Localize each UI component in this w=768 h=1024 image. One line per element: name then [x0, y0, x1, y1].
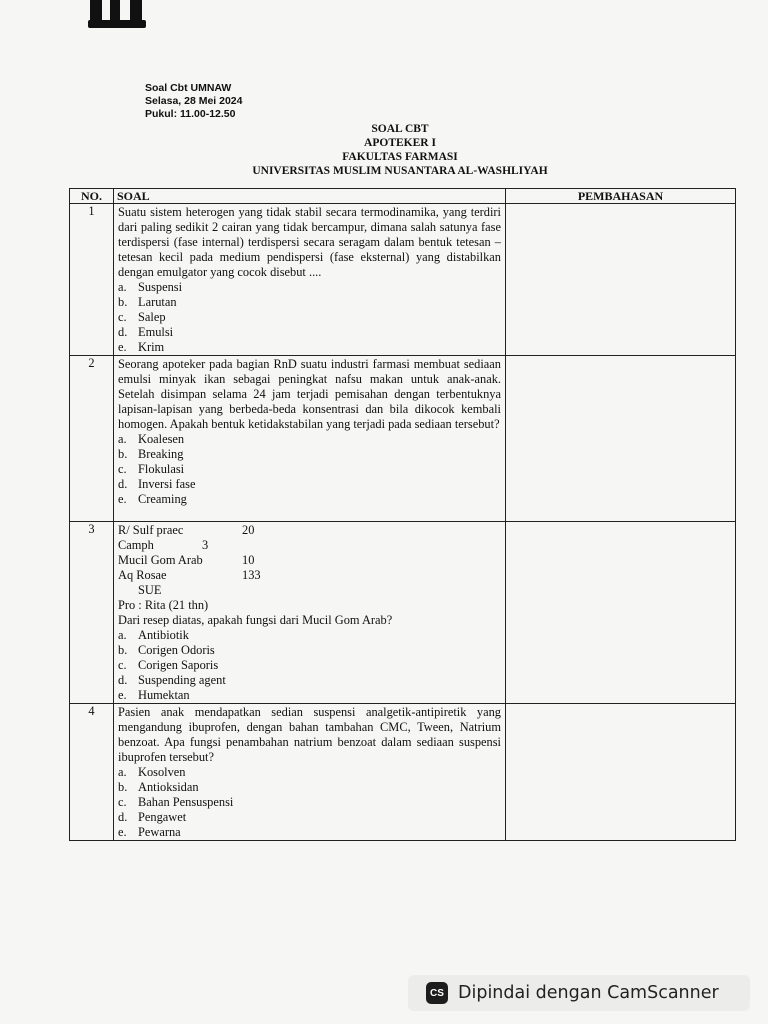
option-item: e. Krim [118, 340, 165, 354]
binder-clip [88, 0, 146, 28]
recipe-line: Camph 3 [118, 538, 209, 552]
pembahasan-cell [506, 204, 736, 356]
camscanner-watermark [408, 975, 750, 1011]
title-line-2: APOTEKER I [364, 137, 436, 149]
pembahasan-cell [506, 356, 736, 522]
recipe-line: R/ Sulf praec 20 [118, 523, 255, 537]
option-item: e. Humektan [118, 688, 190, 702]
table-row [70, 204, 736, 356]
header-pembahasan: PEMBAHASAN [506, 189, 736, 204]
question-number: 4 [70, 704, 114, 841]
option-item: b. Breaking [118, 447, 184, 461]
question-text: Seorang apoteker pada bagian RnD suatu industri farmasi membuat sediaan emulsi minyak ikan sebagai peningkat nafsu makan untuk anak-anak. Setelah disimpan selama 24 jam terjadi pemisahan dengan terbentuknya lapisan-lapisan yang berbeda-beda konsentrasi dan bila dikocok kembali homogen. Apakah bentuk ketidakstabilan yang terjadi pada sediaan tersebut? [118, 357, 501, 431]
exam-date: Selasa, 28 Mei 2024 [145, 95, 243, 107]
option-item: c. Flokulasi [118, 462, 185, 476]
recipe-line: Mucil Gom Arab 10 [118, 553, 255, 567]
question-number: 3 [70, 522, 114, 704]
table-row [70, 522, 736, 704]
option-item: e. Creaming [118, 492, 187, 506]
option-item: d. Pengawet [118, 810, 187, 824]
title-line-3: FAKULTAS FARMASI [342, 151, 458, 163]
title-line-4: UNIVERSITAS MUSLIM NUSANTARA AL-WASHLIYAH [252, 165, 548, 177]
exam-time: Pukul: 11.00-12.50 [145, 108, 236, 120]
header-no: NO. [70, 189, 114, 204]
title-line-1: SOAL CBT [371, 123, 429, 135]
option-item: d. Inversi fase [118, 477, 196, 491]
document-title [0, 122, 768, 178]
option-item: a. Kosolven [118, 765, 186, 779]
camscanner-logo-icon: CS [426, 982, 448, 1004]
recipe-signa: SUE [138, 583, 162, 597]
option-item: a. Suspensi [118, 280, 183, 294]
option-item: a. Koalesen [118, 432, 185, 446]
question-cell [114, 204, 506, 356]
option-item: c. Salep [118, 310, 166, 324]
option-item: d. Suspending agent [118, 673, 226, 687]
option-item: c. Corigen Saporis [118, 658, 219, 672]
option-item: b. Antioksidan [118, 780, 199, 794]
exam-name: Soal Cbt UMNAW [145, 82, 232, 94]
pembahasan-cell [506, 704, 736, 841]
option-item: d. Emulsi [118, 325, 174, 339]
option-item: b. Corigen Odoris [118, 643, 215, 657]
question-table [69, 188, 736, 841]
option-item: b. Larutan [118, 295, 177, 309]
question-number: 1 [70, 204, 114, 356]
question-cell [114, 356, 506, 522]
pembahasan-cell [506, 522, 736, 704]
recipe-line: Aq Rosae 133 [118, 568, 261, 582]
table-header-row [70, 189, 736, 204]
option-item: a. Antibiotik [118, 628, 189, 642]
watermark-text: Dipindai dengan CamScanner [458, 983, 719, 1003]
question-number: 2 [70, 356, 114, 522]
header-soal: SOAL [114, 189, 506, 204]
question-cell [114, 522, 506, 704]
question-text: Dari resep diatas, apakah fungsi dari Mucil Gom Arab? [118, 613, 393, 627]
option-item: c. Bahan Pensuspensi [118, 795, 234, 809]
exam-info [145, 82, 243, 121]
table-row [70, 356, 736, 522]
table-row [70, 704, 736, 841]
option-item: e. Pewarna [118, 825, 181, 839]
question-text: Pasien anak mendapatkan sedian suspensi analgetik-antipiretik yang mengandung ibuprofen, dengan bahan tambahan CMC, Tween, Natrium benzoat. Apa fungsi penambahan natrium benzoat dalam sediaan suspensi ibuprofen tersebut? [118, 705, 501, 764]
question-text: Suatu sistem heterogen yang tidak stabil secara termodinamika, yang terdiri dari paling sedikit 2 cairan yang tidak bercampur, dimana salah satunya fase terdispersi (fase internal) terdispersi secara seragam dalam bentuk tetesan – tetesan kecil pada medium pendispersi (fase eksternal) yang distabilkan dengan emulgator yang cocok disebut .... [118, 205, 501, 279]
question-cell [114, 704, 506, 841]
recipe-patient: Pro : Rita (21 thn) [118, 598, 209, 612]
